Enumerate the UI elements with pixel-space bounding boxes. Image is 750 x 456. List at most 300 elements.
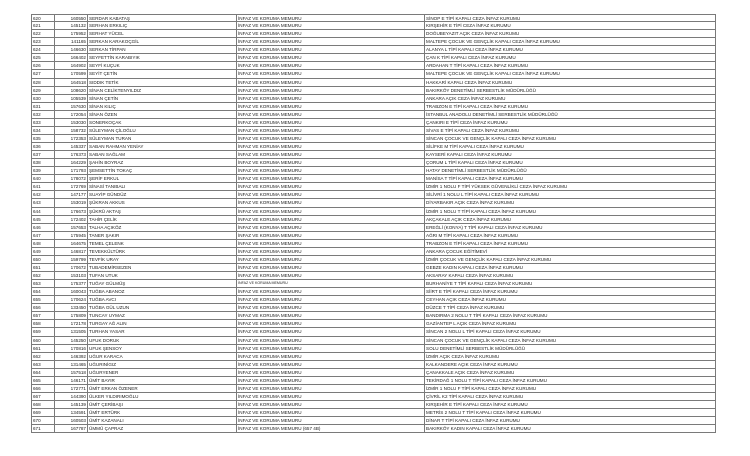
table-row: [31, 14, 716, 22]
registry-id-cell: 153019: [54, 199, 87, 206]
registry-id-cell: 157630: [54, 103, 87, 110]
person-name-cell: UFUK ŞENSOY: [87, 345, 236, 352]
institution-cell: SİNCAN ÇOCUK VE GENÇLİK KAPALI CEZA İNFAZ KURUMU: [424, 337, 716, 344]
institution-cell: KALKANDERE AÇIK CEZA İNFAZ KURUMU: [424, 361, 716, 368]
row-number-cell: 637: [31, 151, 54, 158]
table-row: [31, 232, 716, 240]
institution-cell: ALANYA L TİPİ KAPALI CEZA İNFAZ KURUMU: [424, 46, 716, 53]
person-name-cell: TEVFİK URAY: [87, 256, 236, 263]
institution-cell: ÇAN K TİPİ KAPALI CEZA İNFAZ KURUMU: [424, 54, 716, 61]
table-row: [31, 288, 716, 296]
institution-cell: ÇİVRİL K2 TİPİ KAPALI CEZA İNFAZ KURUMU: [424, 393, 716, 400]
institution-cell: İZMİR 1 NOLU T TİPİ KAPALI CEZA İNFAZ KURUMU: [424, 208, 716, 215]
institution-cell: AKÇAKALE AÇIK CEZA İNFAZ KURUMU: [424, 216, 716, 223]
table-row: [31, 312, 716, 320]
row-number-cell: 656: [31, 304, 54, 311]
table-row: [31, 22, 716, 30]
table-row: [31, 264, 716, 272]
row-number-cell: 642: [31, 191, 54, 198]
person-name-cell: TEMEL ÇELENK: [87, 240, 236, 247]
table-row: [31, 377, 716, 385]
row-number-cell: 643: [31, 199, 54, 206]
job-title-cell: İNFAZ VE KORUMA MEMURU: [236, 70, 424, 77]
person-name-cell: ÜMİT ÇERİBAŞI: [87, 401, 236, 408]
table-row: [31, 159, 716, 167]
institution-cell: MANİSA T TİPİ KAPALI CEZA İNFAZ KURUMU: [424, 175, 716, 182]
registry-id-cell: 172402: [54, 216, 87, 223]
row-number-cell: 622: [31, 30, 54, 37]
institution-cell: AĞRI M TİPİ KAPALI CEZA İNFAZ KURUMU: [424, 232, 716, 239]
row-number-cell: 638: [31, 159, 54, 166]
institution-cell: EREĞLİ (KONYA) T TİPİ KAPALI CEZA İNFAZ KURUMU: [424, 224, 716, 231]
row-number-cell: 633: [31, 119, 54, 126]
registry-id-cell: 166402: [54, 54, 87, 61]
row-number-cell: 660: [31, 337, 54, 344]
row-number-cell: 641: [31, 183, 54, 190]
institution-cell: MALTEPE ÇOCUK VE GENÇLİK KAPALI CEZA İNFAZ KURUMU: [424, 70, 716, 77]
job-title-cell: İNFAZ VE KORUMA MEMURU: [236, 393, 424, 400]
person-name-cell: TUĞBA AVCI: [87, 296, 236, 303]
row-number-cell: 667: [31, 393, 54, 400]
person-name-cell: SERHAT YÜCEL: [87, 30, 236, 37]
institution-cell: İSTANBUL ANADOLU DENETİMLİ SERBESTLİK MÜDÜRLÜĞÜ: [424, 111, 716, 118]
table-row: [31, 119, 716, 127]
person-name-cell: SERKAN KARAKOÇGİL: [87, 38, 236, 45]
table-row: [31, 337, 716, 345]
registry-id-cell: 164902: [54, 62, 87, 69]
row-number-cell: 645: [31, 216, 54, 223]
job-title-cell: İNFAZ VE KORUMA MEMURU: [236, 111, 424, 118]
row-number-cell: 649: [31, 248, 54, 255]
table-row: [31, 95, 716, 103]
job-title-cell: İNFAZ VE KORUMA MEMURU: [236, 62, 424, 69]
registry-id-cell: 157518: [54, 369, 87, 376]
table-row: [31, 361, 716, 369]
job-title-cell: İNFAZ VE KORUMA MEMURU: [236, 119, 424, 126]
row-number-cell: 665: [31, 377, 54, 384]
table-row: [31, 79, 716, 87]
institution-cell: GEBZE KADIN KAPALI CEZA İNFAZ KURUMU: [424, 264, 716, 271]
registry-id-cell: 131505: [54, 328, 87, 335]
registry-id-cell: 145337: [54, 143, 87, 150]
table-row: [31, 393, 716, 401]
institution-cell: TRABZON E TİPİ KAPALI CEZA İNFAZ KURUMU: [424, 240, 716, 247]
registry-id-cell: 131465: [54, 361, 87, 368]
row-number-cell: 662: [31, 353, 54, 360]
registry-id-cell: 145139: [54, 401, 87, 408]
table-row: [31, 256, 716, 264]
person-name-cell: SABAN RAHMAN YENİAY: [87, 143, 236, 150]
job-title-cell: İNFAZ VE KORUMA MEMURU: [236, 30, 424, 37]
table-row: [31, 280, 716, 288]
row-number-cell: 651: [31, 264, 54, 271]
registry-id-cell: 134591: [54, 409, 87, 416]
job-title-cell: İNFAZ VE KORUMA MEMURU: [236, 256, 424, 263]
table-row: [31, 103, 716, 111]
registry-id-cell: 172769: [54, 183, 87, 190]
person-name-cell: ŞAHİN BOYRAZ: [87, 159, 236, 166]
table-row: [31, 70, 716, 78]
table-row: [31, 191, 716, 199]
table-row: [31, 183, 716, 191]
job-title-cell: İNFAZ VE KORUMA MEMURU: [236, 320, 424, 327]
institution-cell: BAKIRKÖY KADIN KAPALI CEZA İNFAZ KURUMU: [424, 425, 716, 432]
registry-id-cell: 144390: [54, 393, 87, 400]
institution-cell: ARDAHAN T TİPİ KAPALI CEZA İNFAZ KURUMU: [424, 62, 716, 69]
job-title-cell: İNFAZ VE KORUMA MEMURU: [236, 183, 424, 190]
institution-cell: GAZİANTEP L AÇIK CEZA İNFAZ KURUMU: [424, 320, 716, 327]
job-title-cell: İNFAZ VE KORUMA MEMURU: [236, 175, 424, 182]
row-number-cell: 627: [31, 70, 54, 77]
job-title-cell: İNFAZ VE KORUMA MEMURU: [236, 95, 424, 102]
table-row: [31, 127, 716, 135]
job-title-cell: İNFAZ VE KORUMA MEMURU: [236, 328, 424, 335]
table-row: [31, 296, 716, 304]
job-title-cell: İNFAZ VE KORUMA MEMURU: [236, 38, 424, 45]
table-row: [31, 328, 716, 336]
registry-id-cell: 170816: [54, 345, 87, 352]
table-row: [31, 353, 716, 361]
person-name-cell: SEYFİ KUÇUK: [87, 62, 236, 69]
row-number-cell: 636: [31, 143, 54, 150]
person-name-cell: TAHİR ÇELİK: [87, 216, 236, 223]
row-number-cell: 664: [31, 369, 54, 376]
row-number-cell: 625: [31, 54, 54, 61]
row-number-cell: 650: [31, 256, 54, 263]
institution-cell: ÇANAKKALE AÇIK CEZA İNFAZ KURUMU: [424, 369, 716, 376]
row-number-cell: 646: [31, 224, 54, 231]
registry-id-cell: 175952: [54, 30, 87, 37]
person-name-cell: ŞEMSETTİN TOKAÇ: [87, 167, 236, 174]
institution-cell: SİVAS E TİPİ KAPALI CEZA İNFAZ KURUMU: [424, 127, 716, 134]
registry-id-cell: 146392: [54, 353, 87, 360]
person-name-cell: ÜMMÜ ÇAPRAZ: [87, 425, 236, 432]
person-name-cell: ŞÜKRÜ AKTAŞ: [87, 208, 236, 215]
registry-id-cell: 176673: [54, 208, 87, 215]
row-number-cell: 670: [31, 417, 54, 424]
table-row: [31, 167, 716, 175]
table-row: [31, 216, 716, 224]
table-row: [31, 224, 716, 232]
person-name-cell: SERDAR KABATAŞ: [87, 15, 236, 21]
registry-id-cell: 164229: [54, 159, 87, 166]
person-name-cell: SİNAN KILIÇ: [87, 103, 236, 110]
person-name-cell: SEYİT ÇETİN: [87, 70, 236, 77]
institution-cell: ANKARA AÇIK CEZA İNFAZ KURUMU: [424, 95, 716, 102]
person-name-cell: UĞURINİGIZ: [87, 361, 236, 368]
table-row: [31, 369, 716, 377]
registry-id-cell: 145132: [54, 22, 87, 29]
institution-cell: MALTEPE ÇOCUK VE GENÇLİK KAPALI CEZA İNFAZ KURUMU: [424, 38, 716, 45]
institution-cell: DÜZCE T TİPİ CEZA İNFAZ KURUMU: [424, 304, 716, 311]
registry-id-cell: 175809: [54, 312, 87, 319]
table-row: [31, 385, 716, 393]
person-name-cell: UĞUR KARACA: [87, 353, 236, 360]
row-number-cell: 657: [31, 312, 54, 319]
institution-cell: KIRŞEHİR E TİPİ CEZA İNFAZ KURUMU: [424, 22, 716, 29]
job-title-cell: İNFAZ VE KORUMA MEMURU: [236, 46, 424, 53]
institution-cell: İZMİR 1 NOLU F TİPİ YÜKSEK GÜVENLİKLİ CEZA İNFAZ KURUMU: [424, 183, 716, 190]
person-name-cell: SERKAN TİRPAN: [87, 46, 236, 53]
person-name-cell: TURGAY AĞ ALIN: [87, 320, 236, 327]
row-number-cell: 658: [31, 320, 54, 327]
job-title-cell: İNFAZ VE KORUMA MEMURU: [236, 417, 424, 424]
job-title-cell: İNFAZ VE KORUMA MEMURU (657 4B): [236, 425, 424, 432]
person-name-cell: TUFAN UTUK: [87, 272, 236, 279]
row-number-cell: 663: [31, 361, 54, 368]
job-title-cell: İNFAZ VE KORUMA MEMURU: [236, 15, 424, 21]
person-name-cell: UĞURYENER: [87, 369, 236, 376]
person-name-cell: ÜMİT BAYIR: [87, 377, 236, 384]
registry-id-cell: 133450: [54, 304, 87, 311]
row-number-cell: 640: [31, 175, 54, 182]
registry-id-cell: 172178: [54, 320, 87, 327]
job-title-cell: İNFAZ VE KORUMA MEMURU: [236, 167, 424, 174]
institution-cell: METRİS 2 NOLU T TİPİ KAPALI CEZA İNFAZ KURUMU: [424, 409, 716, 416]
institution-cell: İZMİR ÇOCUK VE GENÇLİK KAPALI CEZA İNFAZ KURUMU: [424, 256, 716, 263]
table-row: [31, 240, 716, 248]
job-title-cell: İNFAZ VE KORUMA MEMURU: [236, 79, 424, 86]
row-number-cell: 666: [31, 385, 54, 392]
institution-cell: TRABZON E TİPİ KAPALI CEZA İNFAZ KURUMU: [424, 103, 716, 110]
row-number-cell: 631: [31, 103, 54, 110]
row-number-cell: 661: [31, 345, 54, 352]
person-name-cell: TALHA AÇIKÖZ: [87, 224, 236, 231]
person-name-cell: SİNAN ÇETİN: [87, 95, 236, 102]
table-row: [31, 409, 716, 417]
registry-id-cell: 164675: [54, 240, 87, 247]
registry-id-cell: 146630: [54, 46, 87, 53]
person-name-cell: SÜLEYMAN TURAN: [87, 135, 236, 142]
job-title-cell: İNFAZ VE KORUMA MEMURU: [236, 272, 424, 279]
institution-cell: BANDIRMA 2 NOLU T TİPİ KAPALI CEZA İNFAZ KURUMU: [424, 312, 716, 319]
job-title-cell: İNFAZ VE KORUMA MEMURU: [236, 103, 424, 110]
table-row: [31, 320, 716, 328]
row-number-cell: 630: [31, 95, 54, 102]
person-name-cell: SIDDIK TETİK: [87, 79, 236, 86]
person-name-cell: SONERKOÇAK: [87, 119, 236, 126]
registry-id-cell: 170624: [54, 296, 87, 303]
registry-id-cell: 153030: [54, 119, 87, 126]
institution-cell: BAKIRKÖY DENETİMLİ SERBESTLİK MÜDÜRLÜĞÜ: [424, 87, 716, 94]
table-row: [31, 135, 716, 143]
job-title-cell: İNFAZ VE KORUMA MEMURU: [236, 135, 424, 142]
job-title-cell: İNFAZ VE KORUMA MEMURU: [236, 345, 424, 352]
job-title-cell: İNFAZ VE KORUMA MEMURU: [236, 191, 424, 198]
person-name-cell: SUAYİP GÜNDÜZ: [87, 191, 236, 198]
institution-cell: KAYSERİ KAPALI CEZA İNFAZ KURUMU: [424, 151, 716, 158]
job-title-cell: İNFAZ VE KORUMA MEMURU: [236, 296, 424, 303]
registry-id-cell: 147177: [54, 191, 87, 198]
row-number-cell: 632: [31, 111, 54, 118]
registry-id-cell: 160550: [54, 15, 87, 21]
registry-id-cell: 108620: [54, 87, 87, 94]
person-name-cell: ÜMİT KAZANALI: [87, 417, 236, 424]
table-row: [31, 199, 716, 207]
table-row: [31, 175, 716, 183]
institution-cell: DİYARBAKIR AÇIK CEZA İNFAZ KURUMU: [424, 199, 716, 206]
institution-cell: SOLU DENETİMLİ SERBESTLİK MÜDÜRLÜĞÜ: [424, 345, 716, 352]
job-title-cell: İNFAZ VE KORUMA MEMURU: [236, 240, 424, 247]
institution-cell: KIRŞEHİR E TİPİ KAPALI CEZA İNFAZ KURUMU: [424, 401, 716, 408]
institution-cell: HAKKARİ KAPALI CEZA İNFAZ KURUMU: [424, 79, 716, 86]
row-number-cell: 629: [31, 87, 54, 94]
job-title-cell: İNFAZ VE KORUMA MEMURU: [236, 232, 424, 239]
job-title-cell: İNFAZ VE KORUMA MEMURU: [236, 208, 424, 215]
institution-cell: SİNOP E TİPİ KAPALI CEZA İNFAZ KURUMU: [424, 15, 716, 21]
registry-id-cell: 160043: [54, 288, 87, 295]
registry-id-cell: 175377: [54, 280, 87, 287]
job-title-cell: İNFAZ VE KORUMA MEMURU: [236, 127, 424, 134]
institution-cell: TEKİRDAĞ 1 NOLU T TİPİ KAPALI CEZA İNFAZ KURUMU: [424, 377, 716, 384]
table-row: [31, 208, 716, 216]
person-name-cell: SİNAN ÖZEN: [87, 111, 236, 118]
registry-id-cell: 160503: [54, 417, 87, 424]
institution-cell: DİNAR T TİPİ KAPALI CEZA İNFAZ KURUMU: [424, 417, 716, 424]
job-title-cell: İNFAZ VE KORUMA MEMURU: [236, 304, 424, 311]
person-name-cell: TURHAN YASAR: [87, 328, 236, 335]
registry-id-cell: 172353: [54, 135, 87, 142]
personnel-table: [31, 14, 716, 433]
table-row: [31, 401, 716, 409]
person-name-cell: SEYFETTİN KARABIYIK: [87, 54, 236, 61]
row-number-cell: 654: [31, 288, 54, 295]
job-title-cell: İNFAZ VE KORUMA MEMURU: [236, 288, 424, 295]
row-number-cell: 652: [31, 272, 54, 279]
job-title-cell: İNFAZ VE KORUMA MEMURU: [236, 216, 424, 223]
registry-id-cell: 159799: [54, 256, 87, 263]
job-title-cell: İNFAZ VE KORUMA MEMURU: [236, 87, 424, 94]
person-name-cell: TUĞAY GÜLMÜŞ: [87, 280, 236, 287]
person-name-cell: SİNAN CELİKTENYILDIZ: [87, 87, 236, 94]
table-row: [31, 87, 716, 95]
institution-cell: HATAY DENETİMLİ SERBESTLİK MÜDÜRLÜĞÜ: [424, 167, 716, 174]
institution-cell: BURHANİYE T TİPİ KAPALI CEZA İNFAZ KURUMU: [424, 280, 716, 287]
table-row: [31, 248, 716, 256]
row-number-cell: 644: [31, 208, 54, 215]
row-number-cell: 653: [31, 280, 54, 287]
institution-cell: CEYHAN AÇIK CEZA İNFAZ KURUMU: [424, 296, 716, 303]
job-title-cell: İNFAZ VE KORUMA MEMURU: [236, 54, 424, 61]
person-name-cell: TEVEKKÜLTÜRK: [87, 248, 236, 255]
person-name-cell: ŞÜKRAN AKKUS: [87, 199, 236, 206]
person-name-cell: SERHAN ERKILIÇ: [87, 22, 236, 29]
registry-id-cell: 141165: [54, 38, 87, 45]
institution-cell: ÇORUM L TİPİ KAPALI CEZA İNFAZ KURUMU: [424, 159, 716, 166]
person-name-cell: ÜMİT ERTÜRK: [87, 409, 236, 416]
job-title-cell: İNFAZ VE KORUMA MEMURU: [236, 337, 424, 344]
row-number-cell: 655: [31, 296, 54, 303]
institution-cell: İZMİR 1 NOLU F TİPİ KAPALI CEZA İNFAZ KURUMU: [424, 385, 716, 392]
row-number-cell: 635: [31, 135, 54, 142]
person-name-cell: TUĞBA GÜL UZUN: [87, 304, 236, 311]
table-row: [31, 304, 716, 312]
table-row: [31, 143, 716, 151]
row-number-cell: 659: [31, 328, 54, 335]
job-title-cell: İNFAZ VE KORUMA MEMURU: [236, 224, 424, 231]
job-title-cell: İNFAZ VE KORUMA MEMURU: [236, 143, 424, 150]
table-row: [31, 417, 716, 425]
table-row: [31, 345, 716, 353]
job-title-cell: İNFAZ VE KORUMA MEMURU: [236, 151, 424, 158]
institution-cell: SİNCAN ÇOCUK VE GENÇLİK KAPALI CEZA İNFAZ KURUMU: [424, 135, 716, 142]
row-number-cell: 671: [31, 425, 54, 432]
person-name-cell: SİNASİ TANIBALI: [87, 183, 236, 190]
person-name-cell: UFUK DORUK: [87, 337, 236, 344]
table-row: [31, 425, 716, 433]
registry-id-cell: 175945: [54, 232, 87, 239]
person-name-cell: TUNCAY UYMAZ: [87, 312, 236, 319]
institution-cell: DOĞUBEYAZIT AÇIK CEZA İNFAZ KURUMU: [424, 30, 716, 37]
registry-id-cell: 170672: [54, 264, 87, 271]
registry-id-cell: 157653: [54, 224, 87, 231]
job-title-cell: İNFAZ VE KORUMA MEMURU: [236, 361, 424, 368]
row-number-cell: 628: [31, 79, 54, 86]
job-title-cell: İNFAZ VE KORUMA MEMURU: [236, 22, 424, 29]
job-title-cell: İNFAZ VE KORUMA MEMURU: [236, 248, 424, 255]
institution-cell: ÇANKIRI E TİPİ CEZA İNFAZ KURUMU: [424, 119, 716, 126]
job-title-cell: İNFAZ VE KORUMA MEMURU: [236, 369, 424, 376]
institution-cell: ANKARA ÇOCUK EĞİTİMEVİ: [424, 248, 716, 255]
registry-id-cell: 105539: [54, 95, 87, 102]
registry-id-cell: 172771: [54, 385, 87, 392]
row-number-cell: 668: [31, 401, 54, 408]
row-number-cell: 648: [31, 240, 54, 247]
job-title-cell: İNFAZ VE KORUMA MEMURU: [236, 409, 424, 416]
row-number-cell: 669: [31, 409, 54, 416]
job-title-cell: İNFAZ VE KORUMA MEMURU: [236, 385, 424, 392]
job-title-cell: İNFAZ VE KORUMA MEMURU: [236, 401, 424, 408]
row-number-cell: 647: [31, 232, 54, 239]
institution-cell: SİNCAN 2 NOLU L TİPİ KAPALI CEZA İNFAZ KURUMU: [424, 328, 716, 335]
person-name-cell: SABAN SAĞLAM: [87, 151, 236, 158]
table-row: [31, 38, 716, 46]
table-row: [31, 62, 716, 70]
table-row: [31, 111, 716, 119]
registry-id-cell: 164518: [54, 79, 87, 86]
registry-id-cell: 146817: [54, 248, 87, 255]
job-title-cell: İNFAZ VE KORUMA MEMURU: [236, 199, 424, 206]
person-name-cell: SÜLEYMAN ÇİLOĞLU: [87, 127, 236, 134]
person-name-cell: TUĞBA ABANOZ: [87, 288, 236, 295]
person-name-cell: ÜLKER YILDIRIMOĞLU: [87, 393, 236, 400]
row-number-cell: 621: [31, 22, 54, 29]
job-title-cell: İNFAZ VE KORUMA MEMURU: [236, 312, 424, 319]
job-title-cell: İNFAZ VE KORUMA MEMURU: [236, 264, 424, 271]
institution-cell: İZMİR AÇIK CEZA İNFAZ KURUMU: [424, 353, 716, 360]
row-number-cell: 634: [31, 127, 54, 134]
person-name-cell: ŞERİF ERKUL: [87, 175, 236, 182]
registry-id-cell: 146171: [54, 377, 87, 384]
job-title-cell: İNFAZ VE KORUMA MEMURU: [236, 353, 424, 360]
row-number-cell: 639: [31, 167, 54, 174]
registry-id-cell: 172054: [54, 111, 87, 118]
table-row: [31, 272, 716, 280]
row-number-cell: 620: [31, 15, 54, 21]
table-row: [31, 54, 716, 62]
institution-cell: SİİRT E TİPİ KAPALI CEZA İNFAZ KURUMU: [424, 288, 716, 295]
registry-id-cell: 178072: [54, 175, 87, 182]
institution-cell: AKSARAY KAPALI CEZA İNFAZ KURUMU: [424, 272, 716, 279]
registry-id-cell: 170599: [54, 70, 87, 77]
table-row: [31, 30, 716, 38]
table-row: [31, 151, 716, 159]
row-number-cell: 624: [31, 46, 54, 53]
person-name-cell: ÜMİT ERKAN ÖZENER: [87, 385, 236, 392]
person-name-cell: TANER ŞAKIR: [87, 232, 236, 239]
registry-id-cell: 153103: [54, 272, 87, 279]
row-number-cell: 626: [31, 62, 54, 69]
